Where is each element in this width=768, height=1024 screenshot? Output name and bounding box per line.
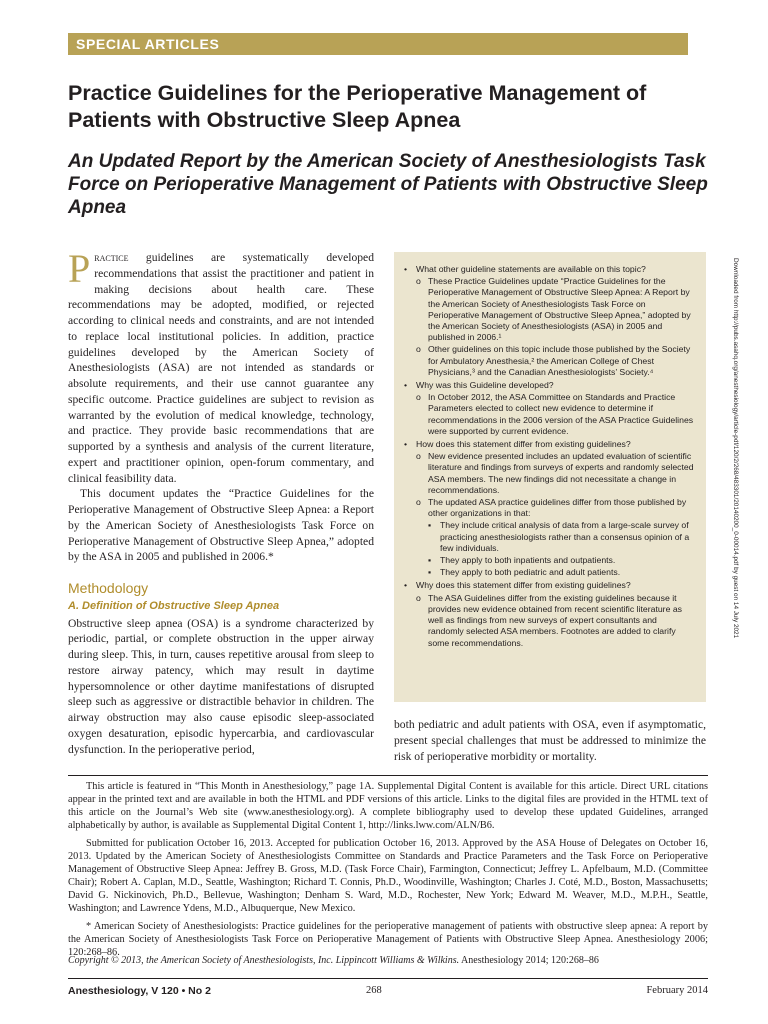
box-answer: o The ASA Guidelines differ from the existing guidelines because it provides new evidence obtained from recent scientific literature as well as findings from new surveys of expert consultants and randomly selected ASA members. Footnotes are added to clarify some recommendations. — [416, 592, 682, 648]
box-answer: o The updated ASA practice guidelines differ from those published by other organizations in that: — [416, 497, 687, 519]
article-subtitle: An Updated Report by the American Society of Anesthesiologists Task Force on Perioperative Management of Patients with Obstructive Sleep Apnea — [68, 151, 708, 218]
box-question: • How does this statement differ from existing guidelines? — [404, 439, 631, 450]
submission-note: Submitted for publication October 16, 2013. Accepted for publication October 16, 2013. Approved by the ASA House of Delegates on October 16, 2013. Updated by the American Society of Anesthesiologists Committee on Standards and Practice Parameters and the Task Force on Perioperative Management of Obstructive Sleep Apnea: Jeffrey B. Gross, M.D. (Task Force Chair), Farmington, Connecticut; Jeffrey L. Apfelbaum, M.D. (Committee Chair); Robert A. Caplan, M.D., Seattle, Washington; Richard T. Connis, Ph.D., Woodinville, Washington; Charles J. Coté, M.D., Boston, Massachusetts; David G. Nickinovich, Ph.D., Bellevue, Washington; Denham S. Ward, M.D., Rochester, New York; Edward M. Weaver, M.D., M.P.H., Seattle, Washington; and Lawrence Ydens, M.D., Albuquerque, New Mexico. — [68, 838, 708, 914]
download-notice-text: Downloaded from http://pubs.asahq.org/anesthesiology/article-pdf/120/2/268/483301/20140200_0-00014.pdf by guest on 14 July 2021 — [732, 258, 739, 639]
footer-date: February 2014 — [646, 985, 708, 996]
summary-box — [394, 252, 706, 702]
methodology-heading: Methodology — [68, 580, 149, 596]
intro-text: guidelines are systematically developed recommendations that assist the practitioner and patient in making decisions about health care. These recommendations may be adopted, modified, or rejected according to clinical needs and constraints, and are not intended to replace local institutional policies. In addition, practice guidelines developed by the American Society of Anesthesiologists (ASA) are not intended as standards or absolute requirements, and their use cannot guarantee any specific outcome. Practice guidelines are subject to revision as warranted by the evolution of medical knowledge, technology, and practice. They provide basic recommendations that are supported by a synthesis and analysis of the current literature, expert and practitioner opinion, open-forum commentary, and clinical feasibility data. — [68, 251, 374, 485]
footnotes — [68, 780, 708, 964]
section-banner: SPECIAL ARTICLES — [68, 33, 688, 55]
box-answer: o These Practice Guidelines update “Practice Guidelines for the Perioperative Management of Obstructive Sleep Apnea: A Report by the American Society of Anesthesiologists Task Force on Perioperative Management of Obstructive Sleep Apnea,” adopted by the American Society of Anesthesiologists (ASA) in 2005 and published in 2006.¹ — [416, 276, 691, 343]
copyright-line: Copyright © 2013, the American Society of Anesthesiologists, Inc. Lippincott Williams & Wilkins. Anesthesiology 2014; 120:268–86 — [68, 955, 599, 966]
featured-note: This article is featured in “This Month in Anesthesiology,” page 1A. Supplemental Digital Content is available for this article. Direct URL citations appear in the printed text and are available in both the HTML and PDF versions of this article. Links to the digital files are provided in the HTML text of this article on the Journal’s Web site (www.anesthesiology.org). A complete bibliography used to develop these updated Guidelines, arranged alphabetically by author, is available as Supplemental Digital Content 1, http://links.lww.com/ALN/B6. — [68, 781, 708, 831]
footer-journal: Anesthesiology, V 120 • No 2 — [68, 985, 211, 997]
notes-divider — [68, 775, 708, 776]
definition-subheading: A. Definition of Obstructive Sleep Apnea — [68, 599, 280, 612]
page-number: 268 — [366, 985, 382, 996]
right-column-text: both pediatric and adult patients with OSA, even if asymptomatic, present special challenges that must be addressed to minimize the risk of perioperative morbidity or mortality. — [394, 718, 706, 763]
article-title: Practice Guidelines for the Perioperative Management of Patients with Obstructive Sleep Apnea — [68, 81, 647, 132]
box-answer: o In October 2012, the ASA Committee on Standards and Practice Parameters elected to collect new evidence to determine if recommendations in the 2006 version of the ASA Practice Guidelines were supported by current evidence. — [416, 392, 694, 436]
drop-cap: P — [68, 246, 91, 291]
intro-paragraph-1 — [68, 246, 374, 486]
download-notice — [729, 258, 739, 748]
box-subpoint: ▪ They apply to both pediatric and adult patients. — [428, 567, 621, 578]
asterisk-footnote: * American Society of Anesthesiologists: Practice guidelines for the perioperative management of patients with obstructive sleep apnea: A report by the American Society of Anesthesiologists Task Force on Perioperative Management of Patients with Obstructive Sleep Apnea. Anesthesiology 2006; 120:268–86. — [68, 921, 708, 958]
page-footer — [68, 985, 708, 1001]
box-question: • Why does this statement differ from existing guidelines? — [404, 580, 631, 591]
box-answer: o Other guidelines on this topic include those published by the Society for Ambulatory Anesthesia,² the American College of Chest Physicians,³ and the Canadian Anesthesiologists’ Society.⁴ — [416, 344, 691, 377]
intro-smallcaps: ractice — [94, 251, 129, 264]
box-question: • Why was this Guideline developed? — [404, 380, 554, 391]
definition-paragraph: Obstructive sleep apnea (OSA) is a syndrome characterized by periodic, partial, or complete obstruction in the upper airway during sleep. This, in turn, causes repetitive arousal from sleep to restore airway patency, which may result in daytime hypersomnolence or other daytime manifestations of disrupted sleep such as aggressive or distractible behavior in children. The airway obstruction may also cause episodic sleep-associated oxygen desaturation, episodic hypercarbia, and cardiovascular dysfunction. In the perioperative period, — [68, 616, 374, 756]
left-column — [68, 246, 374, 757]
intro-paragraph-2: This document updates the “Practice Guidelines for the Perioperative Management of Obstructive Sleep Apnea: a Report by the American Society of Anesthesiologists Task Force on Perioperative Management of Obstructive Sleep Apnea,” adopted by the ASA in 2005 and published in 2006.* — [68, 487, 374, 564]
box-answer: o New evidence presented includes an updated evaluation of scientific literature and findings from surveys of experts and randomly selected ASA members. The new findings did not necessitate a change in recommendations. — [416, 451, 694, 495]
footer-divider — [68, 978, 708, 979]
box-subpoint: ▪ They apply to both inpatients and outpatients. — [428, 555, 616, 566]
box-question: • What other guideline statements are available on this topic? — [404, 264, 646, 274]
box-subpoint: ▪ They include critical analysis of data from a large-scale survey of practicing anesthesiologists rather than a consensus opinion of a few individuals. — [428, 520, 690, 553]
